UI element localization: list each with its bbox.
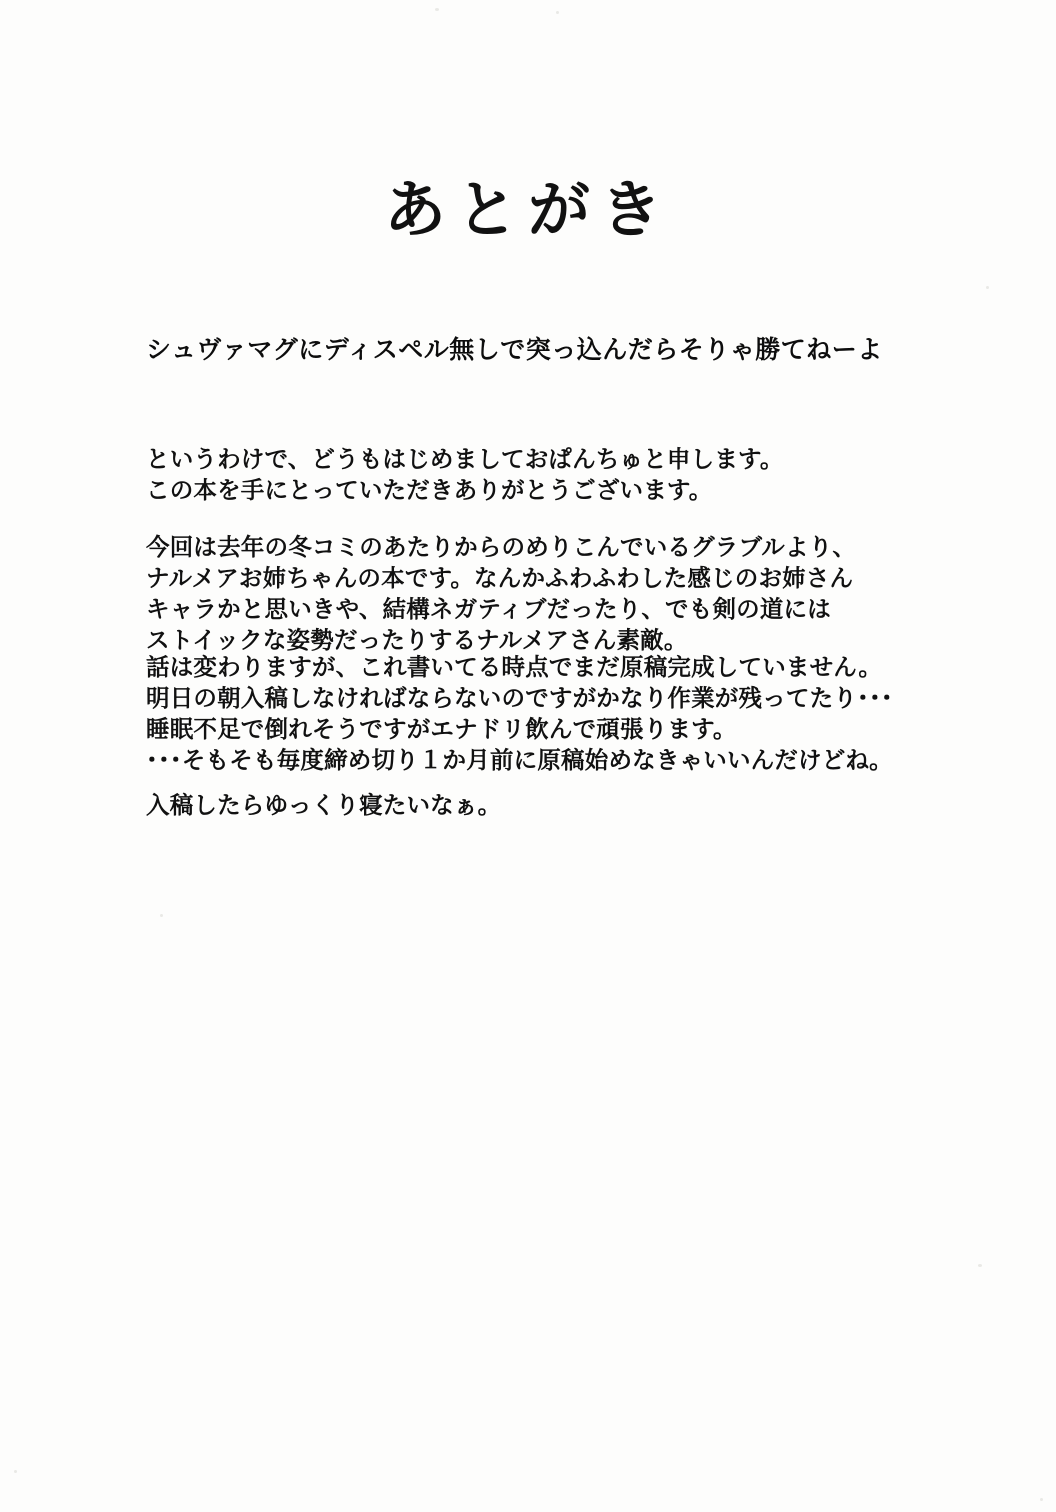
paper-speck [978,1264,982,1267]
paragraph-line: 今回は去年の冬コミのあたりからのめりこんでいるグラブルより、 [146,533,857,561]
paragraph-line: 明日の朝入稿しなければならないのですがかなり作業が残ってたり･･･ [146,684,893,712]
paragraph-line: ストイックな姿勢だったりするナルメアさん素敵。 [146,626,688,654]
paragraph-about [146,532,1006,656]
paragraph-line: この本を手にとっていただきありがとうございます。 [146,476,713,504]
paper-speck [160,914,163,917]
paper-speck [14,1470,17,1473]
paragraph-line: キャラかと思いきや、結構ネガティブだったり、でも剣の道には [146,595,831,623]
paragraph-status [146,652,1006,776]
paragraph-line: ナルメアお姉ちゃんの本です。なんかふわふわした感じのお姉さん [146,564,854,592]
paper-speck [986,286,989,289]
paragraph-intro [146,444,1006,506]
paper-speck [435,8,439,11]
paragraph-line: 入稿したらゆっくり寝たいなぁ。 [146,791,502,819]
headline-text: シュヴァマグにディスペル無しで突っ込んだらそりゃ勝てねーよ [146,335,883,364]
paragraph-line: 睡眠不足で倒れそうですがエナドリ飲んで頑張ります。 [146,715,737,743]
paragraph-closing [146,790,1006,821]
page-title: あとがき [383,172,672,246]
paragraph-line: というわけで、どうもはじめましておぱんちゅと申します。 [146,445,784,473]
paper-speck [1040,1498,1043,1501]
paragraph-line: ･･･そもそも毎度締め切り１か月前に原稿始めなきゃいいんだけどね。 [146,746,893,774]
paragraph-line: 話は変わりますが、これ書いてる時点でまだ原稿完成していません。 [146,653,883,681]
paper-speck [556,11,559,14]
